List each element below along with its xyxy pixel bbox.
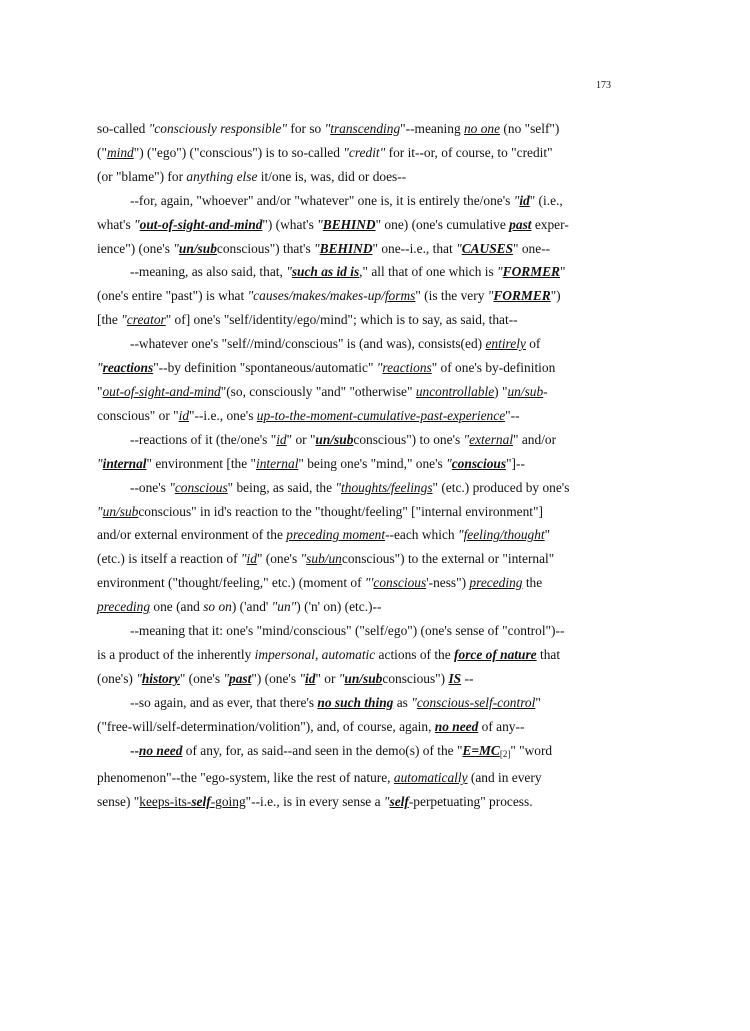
- text-line: [97, 766, 617, 790]
- text-run: exper-: [531, 216, 569, 232]
- text-run: ("free-will/self-determination/volition"), and, of course, again,: [97, 718, 435, 734]
- paragraph: [97, 332, 617, 428]
- text-run: conscious" in id's reaction to the "thought/feeling" ["internal environment"]: [138, 503, 543, 519]
- text-run: ": [97, 455, 103, 471]
- text-run: id: [519, 192, 530, 208]
- text-run: preceding: [469, 575, 523, 591]
- paragraph: [97, 189, 617, 261]
- text-run: ": [446, 455, 452, 471]
- text-run: un/sub: [315, 431, 354, 447]
- text-line: [97, 356, 617, 380]
- text-run: " (one's: [179, 670, 224, 686]
- text-run: ": [240, 551, 247, 567]
- text-run: conscious: [373, 575, 427, 591]
- text-run: preceding moment: [286, 527, 386, 543]
- text-line: [97, 715, 617, 739]
- text-run: actions of the: [375, 646, 455, 662]
- paragraph: [97, 619, 617, 691]
- text-run: conscious" or ": [97, 407, 179, 423]
- text-run: what's: [97, 216, 135, 232]
- text-line: [97, 500, 617, 524]
- text-run: ": [411, 694, 417, 710]
- text-run: no such thing: [317, 694, 394, 710]
- text-run: ": [559, 264, 566, 280]
- text-run: ": [376, 360, 383, 376]
- text-run: transcending: [330, 121, 401, 136]
- text-run: E=MC: [462, 742, 500, 758]
- text-line: [97, 571, 617, 595]
- text-run: that: [536, 646, 561, 662]
- text-run: (one's): [97, 670, 137, 686]
- text-run: ": [497, 264, 503, 280]
- body-text: [97, 117, 617, 814]
- text-line: [97, 332, 617, 356]
- text-line: [97, 619, 617, 643]
- text-run: "credit": [343, 144, 386, 160]
- text-run: ": [314, 240, 320, 256]
- text-run: uncontrollable: [415, 383, 495, 399]
- text-run: as: [393, 694, 412, 710]
- text-run: "(so, consciously "and" "otherwise": [220, 383, 416, 399]
- text-run: BEHIND: [322, 216, 376, 232]
- paragraph: [97, 476, 617, 619]
- text-run: [the: [97, 312, 122, 328]
- text-run: " (is the very: [415, 288, 488, 304]
- text-run: " one--: [513, 240, 551, 256]
- text-run: "consciously responsible": [148, 121, 288, 136]
- text-line: [97, 547, 617, 571]
- text-run: " being, as said, the: [227, 479, 336, 495]
- text-run: and/or external environment of the: [97, 527, 287, 543]
- text-run: out-of-sight-and-mind: [139, 216, 263, 232]
- text-run: sub/un: [306, 551, 342, 567]
- text-run: un/sub: [102, 503, 139, 519]
- text-run: (no "self"): [500, 121, 560, 136]
- text-run: " (one's: [256, 551, 301, 567]
- text-run: ": [456, 240, 462, 256]
- text-run: external: [469, 431, 514, 447]
- text-run: FORMER: [502, 264, 560, 280]
- text-run: un/sub: [344, 670, 383, 686]
- text-line: [97, 523, 617, 547]
- text-line: [97, 213, 617, 237]
- text-run: ": [97, 360, 103, 376]
- text-run: one (and: [150, 599, 204, 615]
- text-run: self: [191, 794, 211, 810]
- text-line: [97, 237, 617, 261]
- text-run: so-called: [97, 121, 149, 136]
- text-run: the: [522, 575, 543, 591]
- text-run: id: [246, 551, 257, 567]
- text-run: --so again, and as ever, that there's: [130, 694, 318, 710]
- text-run: for so: [287, 121, 325, 136]
- text-run: self: [389, 794, 409, 810]
- text-line: [97, 476, 617, 500]
- text-run: ": [299, 670, 306, 686]
- text-run: " of] one's "self/identity/ego/mind"; which is to say, as said, that--: [165, 312, 518, 328]
- text-run: conscious-self-control: [416, 694, 536, 710]
- text-run: up-to-the-moment-cumulative-past-experience: [256, 407, 506, 423]
- text-run: " being one's "mind," one's: [298, 455, 447, 471]
- text-run: " or: [315, 670, 339, 686]
- text-run: conscious") that's: [216, 240, 315, 256]
- text-run: un/sub: [178, 240, 217, 256]
- text-run: (and in every: [467, 770, 542, 786]
- text-run: ) ('n' on) (etc.)--: [296, 599, 382, 615]
- text-run: forms: [384, 288, 416, 304]
- text-run: ,: [314, 646, 322, 662]
- text-run: environment ("thought/feeling," etc.) (moment of: [97, 575, 365, 591]
- text-run: ": [169, 479, 175, 495]
- text-run: no one: [463, 121, 501, 136]
- text-run: past: [509, 216, 532, 232]
- text-run: "un": [271, 599, 297, 615]
- text-run: automatic: [321, 646, 376, 662]
- text-run: preceding: [97, 599, 151, 615]
- text-run: ": [383, 794, 390, 810]
- text-run: ": [121, 312, 127, 328]
- text-run: un/sub: [507, 383, 544, 399]
- text-run: keeps-its-: [139, 794, 192, 810]
- text-run: " "word: [510, 742, 553, 758]
- text-run: " one) (one's cumulative: [375, 216, 510, 232]
- text-line: [97, 189, 617, 213]
- text-run: of: [525, 336, 541, 352]
- text-run: ": [463, 431, 470, 447]
- text-run: FORMER: [493, 288, 551, 304]
- text-line: [97, 428, 617, 452]
- text-run: --: [461, 670, 474, 686]
- text-run: ": [97, 383, 103, 399]
- text-run: [2]: [499, 748, 511, 759]
- text-run: reactions: [102, 360, 154, 376]
- text-run: id: [305, 670, 316, 686]
- text-run: ") (what's: [262, 216, 318, 232]
- text-run: ": [324, 121, 331, 136]
- text-run: ": [317, 216, 323, 232]
- text-run: past: [229, 670, 252, 686]
- text-run: such as id is: [291, 264, 360, 280]
- text-run: conscious: [174, 479, 228, 495]
- text-line: [97, 667, 617, 691]
- text-run: ": [136, 670, 142, 686]
- text-run: ": [223, 670, 230, 686]
- text-run: "--: [505, 407, 520, 423]
- text-line: [97, 260, 617, 284]
- text-run: so on: [203, 599, 232, 615]
- text-run: phenomenon"--the "ego-system, like the rest of nature,: [97, 770, 394, 786]
- text-run: ": [173, 240, 179, 256]
- text-run: " (etc.) produced by one's: [432, 479, 570, 495]
- text-run: ": [97, 503, 103, 519]
- text-run: id: [276, 431, 287, 447]
- text-run: sense) ": [97, 794, 140, 810]
- text-line: [97, 643, 617, 667]
- text-run: --meaning, as also said, that,: [130, 264, 287, 280]
- text-run: ": [457, 527, 464, 543]
- text-run: ) ": [494, 383, 508, 399]
- text-run: "--by definition "spontaneous/automatic": [153, 360, 377, 376]
- text-run: ": [535, 694, 541, 710]
- text-run: it/one is, was, did or does--: [257, 168, 407, 184]
- text-line: [97, 739, 617, 767]
- text-run: --meaning that it: one's "mind/conscious" ("self/ego") (one's sense of "control")--: [130, 623, 565, 639]
- text-run: -going: [210, 794, 246, 810]
- text-run: out-of-sight-and-mind: [102, 383, 221, 399]
- text-line: [97, 691, 617, 715]
- text-run: --reactions of it (the/one's ": [130, 431, 277, 447]
- text-run: ) ('and': [231, 599, 272, 615]
- text-run: ": [134, 216, 140, 232]
- text-run: BEHIND: [319, 240, 373, 256]
- text-line: [97, 117, 617, 141]
- text-run: --one's: [130, 479, 170, 495]
- text-run: " one--i.e., that: [372, 240, 457, 256]
- text-run: "--i.e., is in every sense a: [245, 794, 384, 810]
- paragraph: [97, 691, 617, 739]
- text-run: ": [487, 288, 494, 304]
- text-run: CAUSES: [461, 240, 514, 256]
- text-run: creator: [126, 312, 166, 328]
- text-run: " environment [the ": [146, 455, 257, 471]
- text-run: -: [543, 383, 548, 399]
- text-run: "--i.e., one's: [189, 407, 257, 423]
- text-line: [97, 165, 617, 189]
- paragraph: [97, 117, 617, 189]
- text-run: ") (one's: [251, 670, 300, 686]
- text-run: "]--: [506, 455, 525, 471]
- text-run: '-ness"): [426, 575, 470, 591]
- text-run: mind: [106, 144, 134, 160]
- text-run: ": [300, 551, 307, 567]
- text-run: anything else: [186, 168, 258, 184]
- text-run: no need: [434, 718, 479, 734]
- text-run: (one's entire "past") is what: [97, 288, 248, 304]
- text-run: thoughts/feelings: [341, 479, 433, 495]
- text-run: automatically: [393, 770, 468, 786]
- text-run: " and/or: [513, 431, 557, 447]
- text-run: "--meaning: [400, 121, 464, 136]
- text-line: [97, 452, 617, 476]
- text-line: [97, 790, 617, 814]
- text-run: reactions: [382, 360, 432, 376]
- text-line: [97, 284, 617, 308]
- text-line: [97, 308, 617, 332]
- text-run: " (i.e.,: [529, 192, 563, 208]
- text-line: [97, 404, 617, 428]
- text-run: --for, again, "whoever" and/or "whatever" one is, it is entirely the/one's: [130, 192, 514, 208]
- text-run: "): [550, 288, 561, 304]
- text-run: (": [97, 144, 107, 160]
- text-run: -perpetuating" process.: [408, 794, 533, 810]
- text-run: conscious: [451, 455, 507, 471]
- text-run: ": [513, 192, 520, 208]
- text-run: (etc.) is itself a reaction of: [97, 551, 241, 567]
- text-line: [97, 141, 617, 165]
- paragraph: [97, 428, 617, 476]
- text-run: no need: [138, 742, 183, 758]
- paragraph: [97, 260, 617, 332]
- text-run: conscious") to one's: [353, 431, 464, 447]
- text-line: [97, 380, 617, 404]
- text-run: internal: [102, 455, 147, 471]
- text-run: ience") (one's: [97, 240, 174, 256]
- text-run: id: [178, 407, 190, 423]
- text-run: is a product of the inherently: [97, 646, 255, 662]
- text-run: ": [286, 264, 292, 280]
- text-run: conscious") to the external or "internal": [341, 551, 555, 567]
- text-run: ") ("ego") ("conscious") is to so-called: [133, 144, 344, 160]
- text-run: " or ": [286, 431, 316, 447]
- text-run: ": [335, 479, 342, 495]
- text-run: force of nature: [454, 646, 537, 662]
- text-run: internal: [256, 455, 299, 471]
- text-run: " of one's by-definition: [431, 360, 556, 376]
- page-number: 173: [596, 80, 611, 91]
- text-run: of any--: [478, 718, 525, 734]
- text-run: ," all that of one which is: [359, 264, 498, 280]
- text-run: history: [141, 670, 180, 686]
- paragraph: [97, 739, 617, 815]
- text-run: for it--or, of course, to "credit": [385, 144, 553, 160]
- text-run: --whatever one's "self//mind/conscious" is (and was), consists(ed): [130, 336, 486, 352]
- text-run: --: [130, 742, 139, 758]
- text-run: (or "blame") for: [97, 168, 187, 184]
- text-run: impersonal: [254, 646, 315, 662]
- text-run: conscious"): [382, 670, 449, 686]
- text-run: ": [338, 670, 345, 686]
- text-run: entirely: [485, 336, 526, 352]
- text-run: "': [364, 575, 374, 591]
- text-run: --each which: [385, 527, 458, 543]
- text-run: "causes/makes/makes-up/: [247, 288, 385, 304]
- text-run: of any, for, as said--and seen in the demo(s) of the ": [182, 742, 463, 758]
- text-run: ": [544, 527, 551, 543]
- text-run: IS: [448, 670, 462, 686]
- text-line: [97, 595, 617, 619]
- text-run: feeling/thought: [463, 527, 545, 543]
